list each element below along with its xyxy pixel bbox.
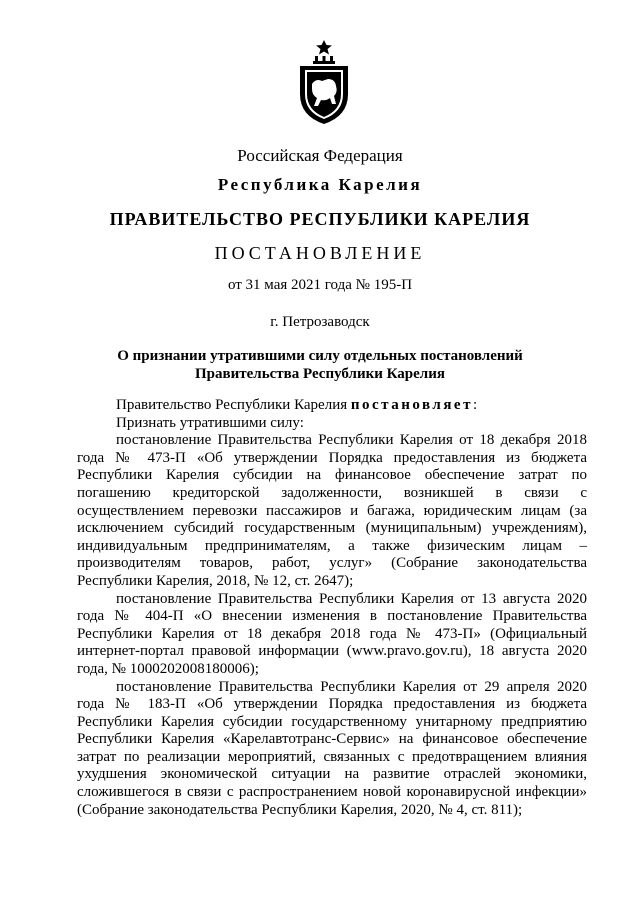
- coat-of-arms-emblem: [297, 40, 351, 126]
- document-type: ПОСТАНОВЛЕНИЕ: [214, 243, 426, 263]
- emblem-crown: [313, 56, 335, 64]
- country-name: Российская Федерация: [237, 146, 403, 165]
- repealed-item-3: постановление Правительства Республики Карелия от 29 апреля 2020 года № 183-П «Об утверждении Порядка предоставления из бюджета Республики Карелия субсидии государственному унитарному предприятию Республики Карелия «Карелавтотранс-Сервис» на финансовое обеспечение затрат по реализации мероприятий, связанных с предотвращением влияния ухудшения экономической ситуации на развитие отраслей экономики, сложившегося в связи с распространением новой коронавирусной инфекции» (Собрание законодательства Республики Карелия, 2020, № 4, ст. 811);: [77, 678, 587, 818]
- emblem-star: [316, 40, 332, 55]
- republic-name: Республика Карелия: [217, 175, 423, 194]
- intro-suffix: :: [472, 397, 478, 413]
- repealed-item-1: постановление Правительства Республики Карелия от 18 декабря 2018 года № 473-П «Об утверждении Порядка предоставления из бюджета Республики Карелия субсидии на финансовое обеспечение затрат по погашению кредиторской задолженности, возникшей в связи с осуществлением перевозки пассажиров и багажа, юридическим лицам (за исключением субсидий государственным (муниципальным) учреждениям), индивидуальным предпринимателям, а также физическим лицам – производителям товаров, работ, услуг» (Собрание законодательства Республики Карелия, 2018, № 12, ст. 2647);: [77, 432, 587, 589]
- title-line-2: Правительства Республики Карелия: [195, 366, 445, 382]
- title-line-1: О признании утратившими силу отдельных постановлений: [117, 348, 523, 364]
- intro-paragraph: [77, 397, 587, 415]
- recognize-paragraph: Признать утратившими силу:: [116, 414, 304, 431]
- document-title: [0, 347, 640, 383]
- intro-prefix: Правительство Республики Карелия: [116, 397, 351, 413]
- date-and-number: от 31 мая 2021 года № 195-П: [227, 277, 413, 293]
- city: г. Петрозаводск: [270, 314, 370, 330]
- government-name: ПРАВИТЕЛЬСТВО РЕСПУБЛИКИ КАРЕЛИЯ: [109, 209, 531, 229]
- decree-word: постановляет: [350, 397, 473, 413]
- repealed-item-2: постановление Правительства Республики Карелия от 13 августа 2020 года № 404-П «О внесении изменения в постановление Правительства Республики Карелия от 18 декабря 2018 года № 473-П» (Официальный интернет-портал правовой информации (www.pravo.gov.ru), 18 августа 2020 года, № 1000202008180006);: [77, 590, 587, 677]
- document-body: [77, 397, 587, 819]
